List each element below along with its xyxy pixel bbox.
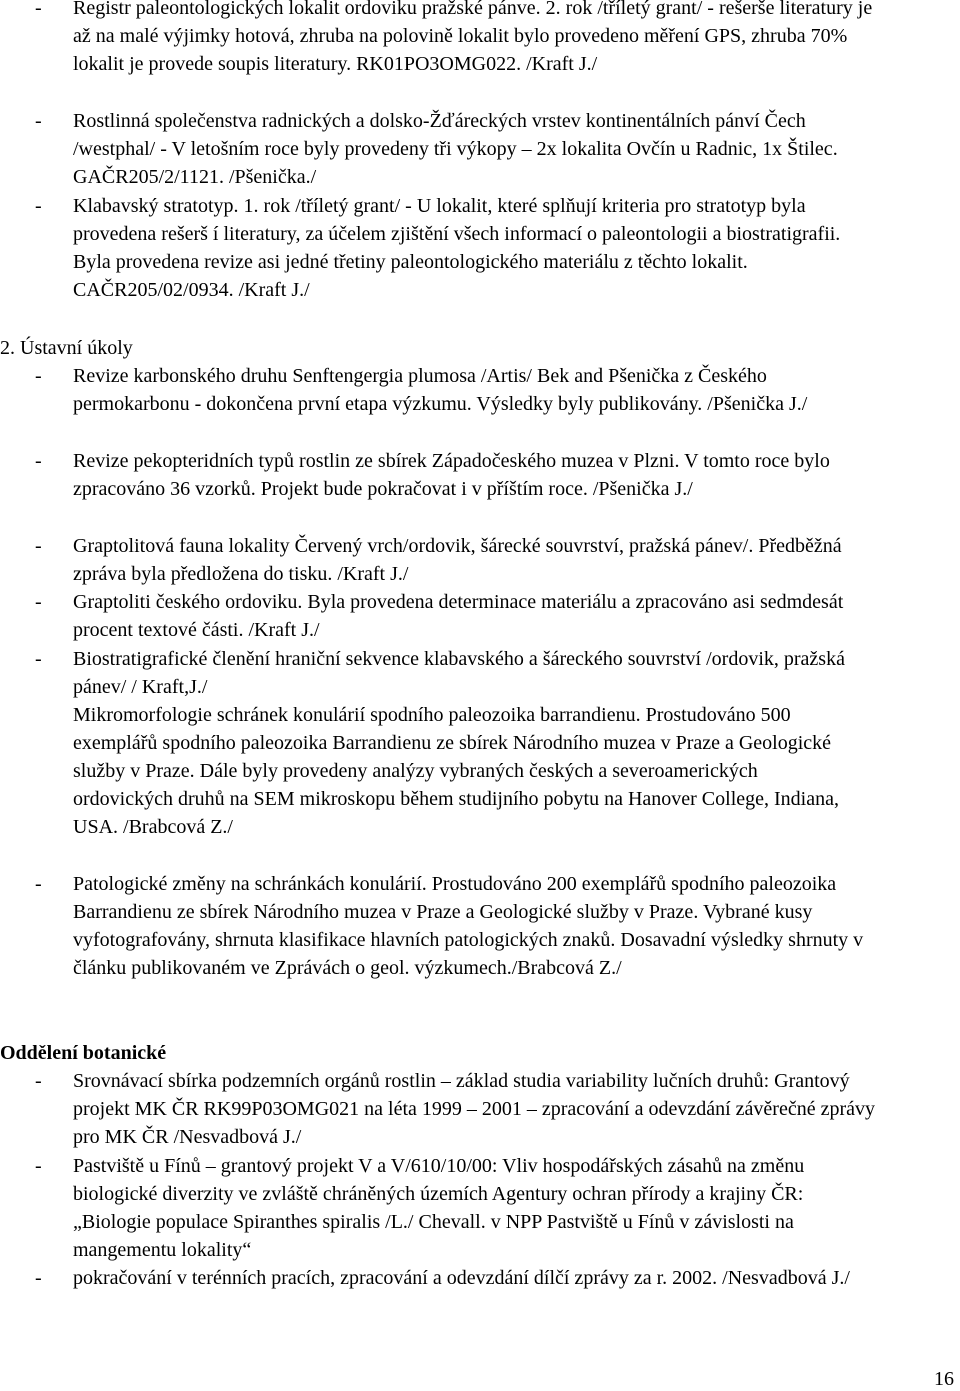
section-heading: 2. Ústavní úkoly (0, 337, 133, 359)
list-item-text: Patologické změny na schránkách konulárií. Prostudováno 200 exemplářů spodního paleozoika Barrandienu ze sbírek Národního muzea v Praze a Geologické služby v Praze. Vybrané kusy vyfotografovány, shrnuta klasifikace hlavních patologických znaků. Dosavadní výsledky shrnuty v článku publikovaném ve Zprávách o geol. výzkumech./Brabcová Z./ (73, 873, 864, 979)
list-item-text: Graptolitová fauna lokality Červený vrch/ordovik, šárecké souvrství, pražská pánev/. Předběžná zpráva byla předložena do tisku. /Kraft J./ (73, 535, 842, 585)
list-item-text: Revize karbonského druhu Senftengergia plumosa /Artis/ Bek and Pšenička z Českého permokarbonu - dokončena první etapa výzkumu. Výsledky byly publikovány. /Pšenička J./ (73, 365, 808, 415)
list-item (35, 0, 883, 78)
list-dash: - (35, 591, 42, 613)
list-item (35, 1264, 883, 1292)
list-item (35, 532, 883, 588)
list-item (35, 588, 883, 644)
list-dash: - (35, 1267, 42, 1289)
section-heading: Oddělení botanické (0, 1042, 167, 1064)
list-item (35, 192, 883, 304)
list-dash: - (35, 365, 42, 387)
list-item-text: pokračování v terénních pracích, zpracování a odevzdání dílčí zprávy za r. 2002. /Nesvadbová J./ (73, 1267, 850, 1289)
list-item-text: Rostlinná společenstva radnických a dolsko-Žďáreckých vrstev kontinentálních pánví Čech /westphal/ - V letošním roce byly provedeny tři výkopy – 2x lokalita Ovčín u Radnic, 1x Štilec. GAČR205/2/1121. /Pšenička./ (73, 110, 838, 188)
page-number: 16 (934, 1368, 954, 1390)
list-item-text: Klabavský stratotyp. 1. rok /tříletý grant/ - U lokalit, které splňují kriteria pro stratotyp byla provedena rešerš í literatury, za účelem zjištění všech informací o paleontologii a biostratigrafii. Byla provedena revize asi jedné třetiny paleontologického materiálu z těchto lokalit. CAČR205/02/0934. /Kraft J./ (73, 195, 841, 301)
list-dash: - (35, 648, 42, 670)
list-item-text: Registr paleontologických lokalit ordoviku pražské pánve. 2. rok /tříletý grant/ - rešerše literatury je až na malé výjimky hotová, zhruba na polovině lokalit bylo provedeno měření GPS, zhruba 70% lokalit je provede soupis literatury. RK01PO3OMG022. /Kraft J./ (73, 0, 873, 75)
list-item-text: Biostratigrafické členění hraniční sekvence klabavského a šáreckého souvrství /ordovik, pražská pánev/ / Kraft,J./ (73, 648, 845, 698)
list-dash: - (35, 535, 42, 557)
list-item-text: Graptoliti českého ordoviku. Byla provedena determinace materiálu a zpracováno asi sedmdesát procent textové části. /Kraft J./ (73, 591, 844, 641)
paragraph-continuation: Mikromorfologie schránek konulárií spodního paleozoika barrandienu. Prostudováno 500 exemplářů spodního paleozoika Barrandienu ze sbírek Národního muzea v Praze a Geologické služby v Praze. Dále byly provedeny analýzy vybraných českých a severoamerických ordovických druhů na SEM mikroskopu během studijního pobytu na Hanover College, Indiana, USA. /Brabcová Z./ (73, 704, 839, 838)
list-item-text: Pastviště u Fínů – grantový projekt V a V/610/10/00: Vliv hospodářských zásahů na změnu biologické diverzity ve zvláště chráněných územích Agentury ochran přírody a krajiny ČR: „Biologie populace Spiranthes spiralis /L./ Chevall. v NPP Pastviště u Fínů v závislosti na mangementu lokality“ (73, 1155, 805, 1261)
list-dash: - (35, 873, 42, 895)
list-item (35, 645, 883, 701)
list-item (35, 362, 883, 418)
list-dash: - (35, 195, 42, 217)
list-dash: - (35, 0, 42, 19)
list-item (35, 1152, 883, 1264)
list-dash: - (35, 1070, 42, 1092)
list-item-text: Revize pekopteridních typů rostlin ze sbírek Západočeského muzea v Plzni. V tomto roce bylo zpracováno 36 vzorků. Projekt bude pokračovat i v příštím roce. /Pšenička J./ (73, 450, 830, 500)
list-dash: - (35, 110, 42, 132)
list-dash: - (35, 450, 42, 472)
list-item (35, 870, 883, 982)
list-item (35, 447, 883, 503)
list-item-text: Srovnávací sbírka podzemních orgánů rostlin – základ studia variability lučních druhů: Grantový projekt MK ČR RK99P03OMG021 na léta 1999 – 2001 – zpracování a odevzdání závěrečné zprávy pro MK ČR /Nesvadbová J./ (73, 1070, 876, 1148)
list-item (35, 107, 883, 191)
list-item (35, 1067, 883, 1151)
list-dash: - (35, 1155, 42, 1177)
